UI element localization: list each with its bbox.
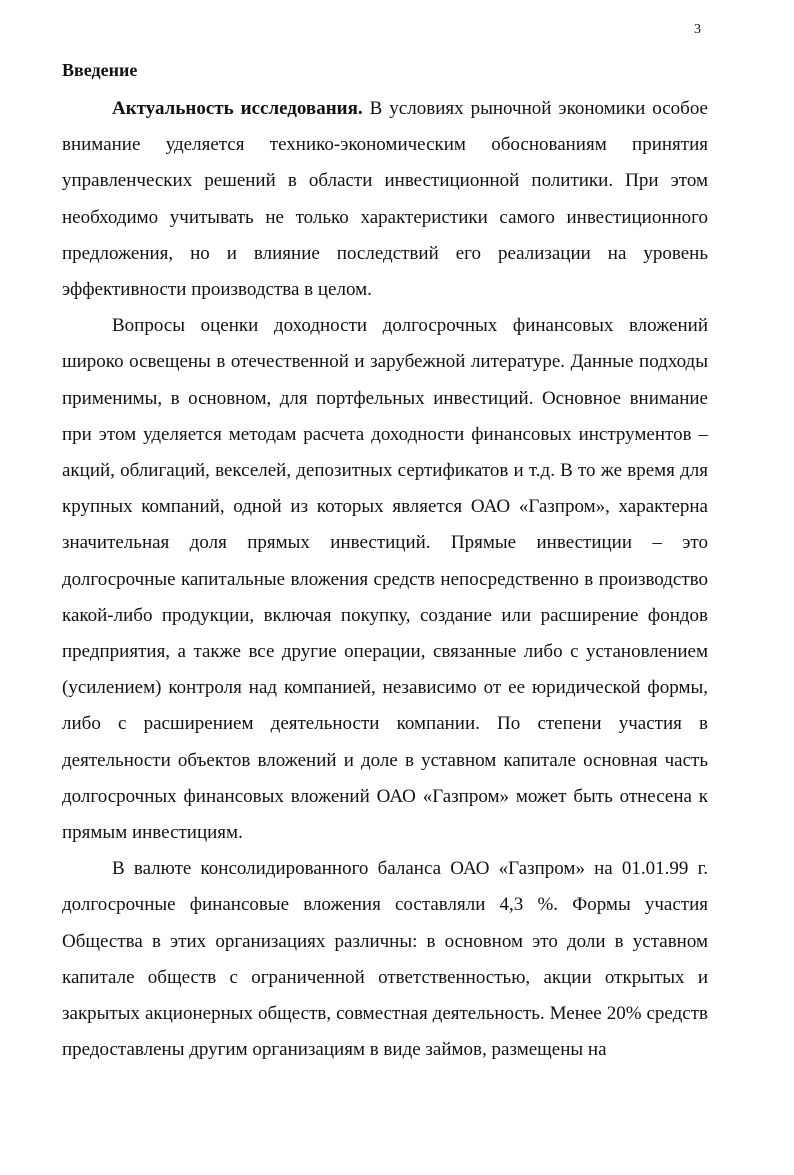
paragraph-relevance [62, 91, 708, 308]
paragraph-text: В условиях рыночной экономики особое внимание уделяется технико-экономическим обоснованиям принятия управленческих решений в области инвестиционной политики. При этом необходимо учитывать не только характеристики самого инвестиционного предложения, но и влияние последствий его реализации на уровень эффективности производства в целом. [62, 98, 708, 301]
paragraph-investments: Вопросы оценки доходности долгосрочных финансовых вложений широко освещены в отечественной и зарубежной литературе. Данные подходы применимы, в основном, для портфельных инвестиций. Основное внимание при этом уделяется методам расчета доходности финансовых инструментов – акций, облигаций, векселей, депозитных сертификатов и т.д. В то же время для крупных компаний, одной из которых является ОАО «Газпром», характерна значительная доля прямых инвестиций. Прямые инвестиции – это долгосрочные капитальные вложения средств непосредственно в производство какой-либо продукции, включая покупку, создание или расширение фондов предприятия, а также все другие операции, связанные либо с установлением (усилением) контроля над компанией, независимо от ее юридической формы, либо с расширением деятельности компании. По степени участия в деятельности объектов вложений и доле в уставном капитале основная часть долгосрочных финансовых вложений ОАО «Газпром» может быть отнесена к прямым инвестициям. [62, 315, 708, 844]
section-heading: Введение [62, 60, 138, 80]
page-number: 3 [694, 22, 701, 37]
paragraph-lead: Актуальность исследования. [112, 98, 363, 119]
paragraph-balance: В валюте консолидированного баланса ОАО «Газпром» на 01.01.99 г. долгосрочные финансовые вложения составляли 4,3 %. Формы участия Общества в этих организациях различны: в основном это доли в уставном капитале обществ с ограниченной ответственностью, акции открытых и закрытых акционерных обществ, совместная деятельность. Менее 20% средств предоставлены другим организациям в виде займов, размещены на [62, 858, 708, 1061]
body-text [62, 91, 708, 1068]
